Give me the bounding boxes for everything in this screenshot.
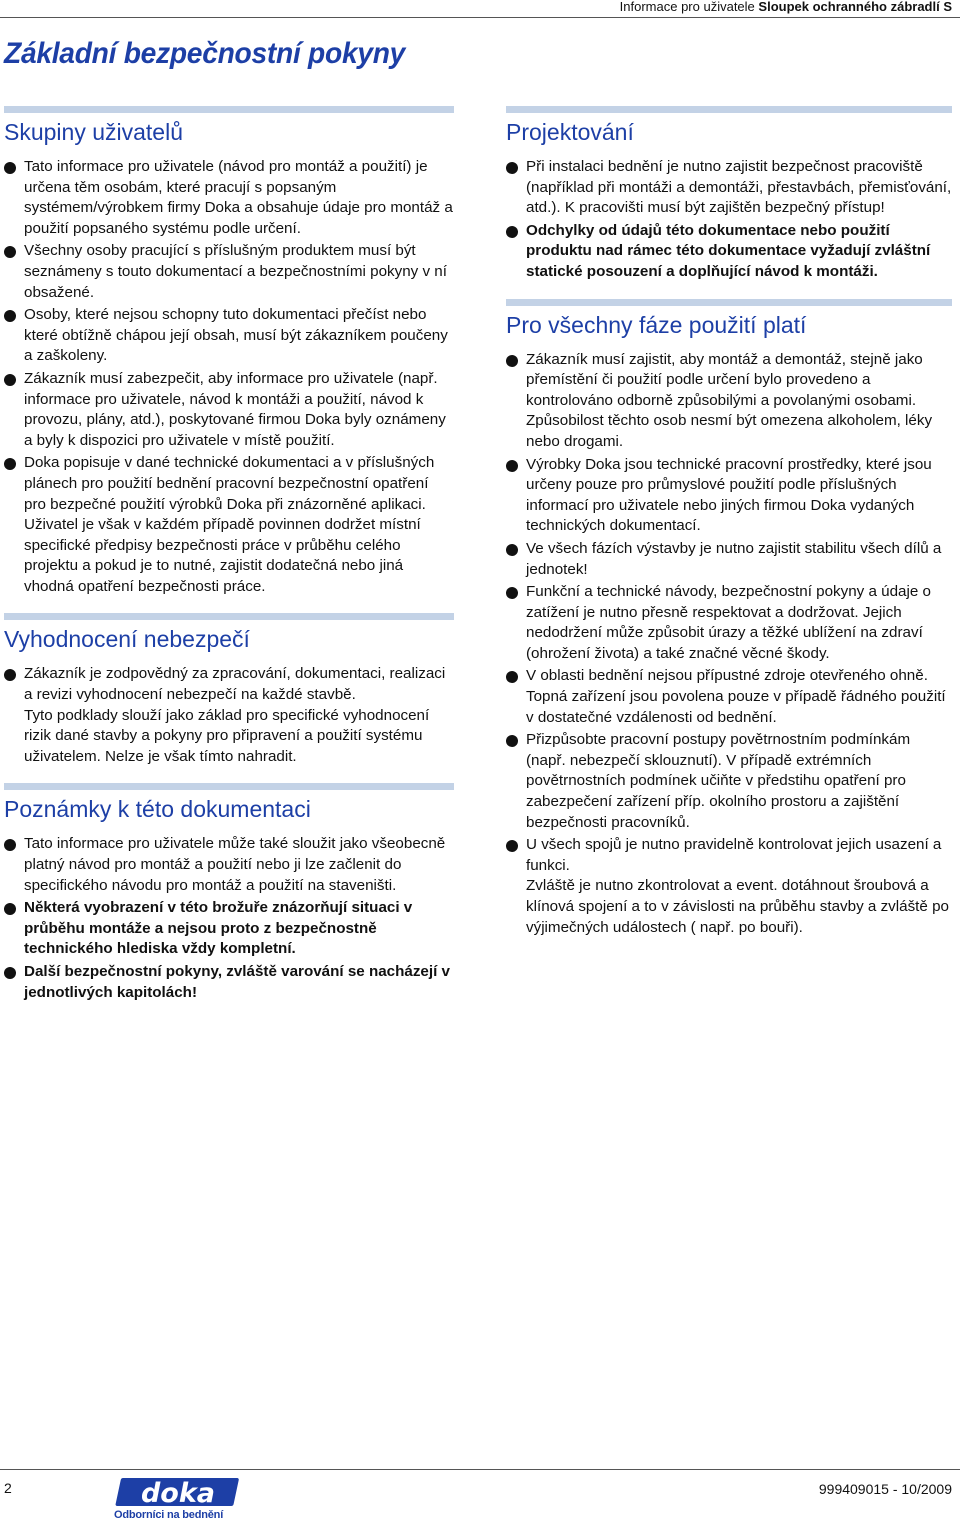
section-vyhodnoceni-nebezpeci xyxy=(4,613,454,767)
section-divider-bar xyxy=(4,783,454,790)
bullet-text: Doka popisuje v dané technické dokumentaci a v příslušných plánech pro použití bednění pracovní bezpečnostní opatření pro bezpečné použití výrobků Doka při znázorněné aplikaci. xyxy=(24,454,435,513)
bullet-text: Tyto podklady slouží jako základ pro specifické vyhodnocení rizik dané stavby a pokyny pro připravení a použití systému uživatelem. Nelze je však tímto nahradit. xyxy=(24,706,430,765)
section-heading: Poznámky k této dokumentaci xyxy=(4,796,311,823)
section-projektovani xyxy=(506,106,952,283)
section-poznamky-k-teto-dokumentaci xyxy=(4,783,454,1003)
footer-divider xyxy=(0,1469,960,1470)
bullet-icon xyxy=(506,162,518,174)
header-prefix: Informace pro uživatele xyxy=(619,0,755,14)
bullet-icon xyxy=(506,226,518,238)
header-product: Sloupek ochranného zábradlí S xyxy=(758,0,952,14)
section-skupiny-uzivatelu xyxy=(4,106,454,597)
bullet-item xyxy=(4,369,454,451)
bullet-item xyxy=(506,582,952,664)
section-heading: Projektování xyxy=(506,119,634,145)
section-divider-bar xyxy=(506,299,952,306)
bullet-list xyxy=(4,157,454,597)
bullet-icon xyxy=(506,460,518,472)
bullet-item xyxy=(4,898,454,960)
bullet-item xyxy=(506,157,952,219)
bullet-item xyxy=(506,350,952,453)
section-heading: Vyhodnocení nebezpečí xyxy=(4,626,250,653)
section-divider-bar xyxy=(4,613,454,620)
section-pro-vsechny-faze-pouziti-plati xyxy=(506,299,952,939)
bullet-text: Při instalaci bednění je nutno zajistit bezpečnost pracoviště (například při montáži a demontáži, přestavbách, přemisťování, atd.). K pracovišti musí být zajištěn bezpečný přístup! xyxy=(526,158,952,217)
bullet-item xyxy=(4,664,454,767)
page-title: Základní bezpečnostní pokyny xyxy=(4,37,406,70)
bullet-text: Zvláště je nutno zkontrolovat a event. dotáhnout šroubová a klínová spojení a to v závislosti na průběhu stavby a zvláště po výjimečných událostech ( např. po bouři). xyxy=(526,877,949,936)
bullet-item xyxy=(4,241,454,303)
bullet-list xyxy=(506,350,952,939)
bullet-icon xyxy=(4,669,16,681)
page-number: 2 xyxy=(4,1480,12,1496)
bullet-icon xyxy=(506,544,518,556)
bullet-item xyxy=(506,455,952,537)
running-header xyxy=(620,0,952,16)
bullet-icon xyxy=(4,903,16,915)
bullet-item xyxy=(4,962,454,1003)
doka-logo-mark xyxy=(108,1474,248,1510)
bullet-item xyxy=(4,453,454,597)
bullet-text: Způsobilost těchto osob nesmí být omezena alkoholem, léky nebo drogami. xyxy=(526,412,933,450)
bullet-text: U všech spojů je nutno pravidelně kontrolovat jejich usazení a funkci. xyxy=(526,836,942,874)
bullet-icon xyxy=(4,458,16,470)
bullet-text: Další bezpečnostní pokyny, zvláště varování se nacházejí v jednotlivých kapitolách! xyxy=(24,963,450,1001)
bullet-text: Zákazník je zodpovědný za zpracování, dokumentaci, realizaci a revizi vyhodnocení nebezpečí na každé stavbě. xyxy=(24,665,446,704)
bullet-icon xyxy=(506,587,518,599)
bullet-icon xyxy=(4,374,16,386)
bullet-text: Některá vyobrazení v této brožuře znázorňují situaci v průběhu montáže a nejsou proto z bezpečnostně technického hlediska vždy kompletní. xyxy=(24,899,413,958)
bullet-item xyxy=(506,666,952,728)
bullet-text: Všechny osoby pracující s příslušným produktem musí být seznámeny s touto dokumentací a bezpečnostními pokyny v ní obsažené. xyxy=(24,242,447,301)
bullet-item xyxy=(4,305,454,367)
bullet-item xyxy=(506,730,952,833)
section-heading: Pro všechny fáze použití platí xyxy=(506,311,807,338)
bullet-text: Zákazník musí zajistit, aby montáž a demontáž, stejně jako přemístění či použití podle určení bylo provedeno a kontrolováno odborně způsobilými a povolanými osobami. xyxy=(526,350,923,409)
bullet-item xyxy=(506,835,952,938)
bullet-text: Tato informace pro uživatele (návod pro montáž a použití) je určena těm osobám, které pracují s popsaným systémem/výrobkem firmy Doka a obsahuje údaje pro montáž a použití popsaného systému podle určení. xyxy=(24,158,453,237)
logo-tagline: Odborníci na bednění xyxy=(114,1509,224,1521)
bullet-icon xyxy=(4,162,16,174)
logo-wordmark: doka xyxy=(140,1478,216,1509)
bullet-text: V oblasti bednění nejsou přípustné zdroje otevřeného ohně. Topná zařízení jsou povolena pouze v případě řádného použití v dostatečné vzdálenosti od bednění. xyxy=(526,667,946,726)
bullet-list xyxy=(4,664,454,767)
doka-logo xyxy=(108,1474,248,1524)
bullet-list xyxy=(4,834,454,1003)
header-divider xyxy=(0,17,960,18)
section-divider-bar xyxy=(4,106,454,113)
bullet-text: Osoby, které nejsou schopny tuto dokumentaci přečíst nebo které obtížně chápou její obsah, musí být zákazníkem poučeny a zaškoleny. xyxy=(24,306,448,365)
bullet-text: Tato informace pro uživatele může také sloužit jako všeobecně platný návod pro montáž a použití nebo ji lze začlenit do specifického návodu pro montáž a použití na staveništi. xyxy=(24,835,446,894)
bullet-icon xyxy=(4,967,16,979)
bullet-item xyxy=(4,834,454,896)
bullet-icon xyxy=(506,840,518,852)
bullet-text: Přizpůsobte pracovní postupy povětrnostním podmínkám (např. nebezpečí sklouznutí). V případě extrémních povětrnostních podmínek učiňte v předstihu opatření pro zabezpečení zařízení příp. okolního prostoru a zajištění bezpečnosti pracovníků. xyxy=(526,731,911,831)
bullet-icon xyxy=(506,355,518,367)
bullet-text: Funkční a technické návody, bezpečnostní pokyny a údaje o zatížení je nutno přesně respektovat a dodržovat. Jejich nedodržení může způsobit úrazy a těžké ublížení na zdraví (ohrožení života) a také značné věcné škody. xyxy=(526,583,931,662)
bullet-icon xyxy=(4,310,16,322)
bullet-icon xyxy=(506,671,518,683)
right-column xyxy=(506,106,952,940)
bullet-icon xyxy=(4,246,16,258)
bullet-icon xyxy=(506,735,518,747)
section-divider-bar xyxy=(506,106,952,113)
bullet-item xyxy=(506,539,952,580)
bullet-item xyxy=(4,157,454,239)
bullet-list xyxy=(506,157,952,283)
bullet-text: Zákazník musí zabezpečit, aby informace pro uživatele (např. informace pro uživatele, návod k montáži a použití, návod k provozu, plány, atd.), poskytované firmou Doka byly oznámeny a byly k dispozici pro uživatele v místě použití. xyxy=(24,369,446,449)
bullet-icon xyxy=(4,839,16,851)
left-column xyxy=(4,106,454,1005)
section-heading: Skupiny uživatelů xyxy=(4,119,183,145)
bullet-text: Ve všech fázích výstavby je nutno zajistit stabilitu všech dílů a jednotek! xyxy=(526,539,942,578)
bullet-text: Uživatel je však v každém případě povinnen dodržet místní specifické předpisy bezpečnosti práce v průběhu celého projektu a pokud je to nutné, zajistit dodatečná nebo jiná vhodná opatření bezpečnosti práce. xyxy=(24,516,421,595)
bullet-item xyxy=(506,221,952,283)
bullet-text: Výrobky Doka jsou technické pracovní prostředky, které jsou určeny pouze pro průmyslové použití podle příslušných informací pro uživatele nebo jiných firmou Doka vydaných technických dokumentací. xyxy=(526,455,932,535)
bullet-text: Odchylky od údajů této dokumentace nebo použití produktu nad rámec této dokumentace vyžadují zvláštní statické posouzení a doplňující návod k montáži. xyxy=(526,221,931,280)
document-code: 999409015 - 10/2009 xyxy=(818,1481,952,1497)
